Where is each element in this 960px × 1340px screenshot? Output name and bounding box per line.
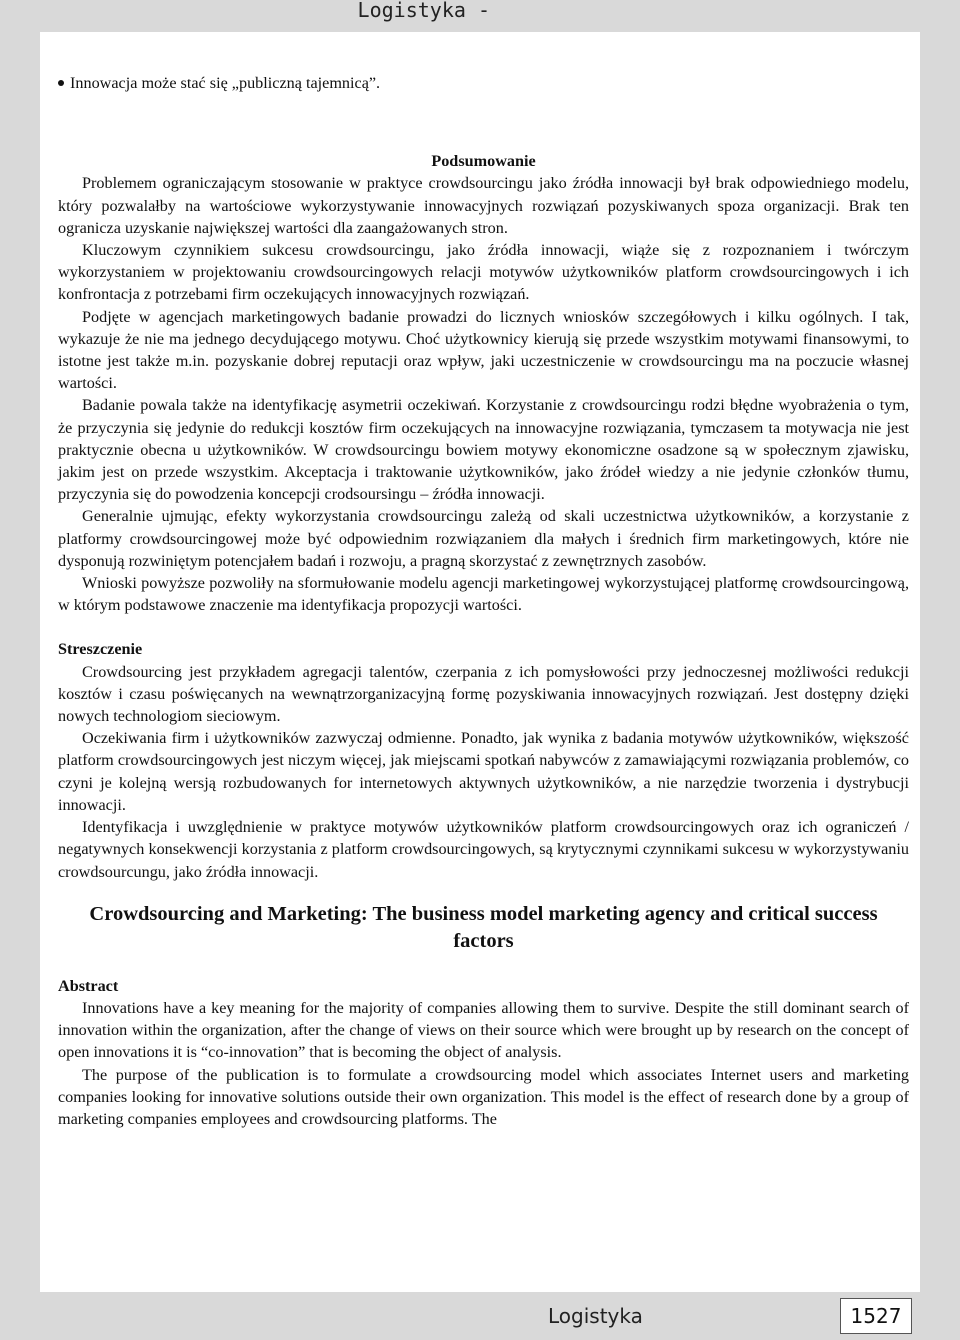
summary-paragraph: Generalnie ujmując, efekty wykorzystania crowdsourcingu zależą od skali uczestnictwa użytkowników, a korzystanie z platformy crowdsourcingowej może być odpowiednim rozwiązaniem dla małych i średnich firm marketingowych, które nie dysponują rozwiniętym potencjałem badań i rozwoju, a pragną skorzystać z zewnętrznych zasobów. bbox=[58, 507, 909, 570]
footer-journal-name: Logistyka bbox=[548, 1304, 643, 1328]
english-title: Crowdsourcing and Marketing: The business model marketing agency and critical success factors bbox=[89, 902, 878, 952]
page-number-box: 1527 bbox=[840, 1298, 912, 1334]
summary-paragraph: Wnioski powyższe pozwoliły na sformułowanie modelu agencji marketingowej wykorzystującej platformę crowdsourcingową, w którym podstawowe znaczenie ma identyfikacja propozycji wartości. bbox=[58, 574, 909, 615]
streszczenie-heading: Streszczenie bbox=[58, 640, 143, 659]
summary-paragraph: Problemem ograniczającym stosowanie w praktyce crowdsourcingu jako źródła innowacji był brak odpowiedniego modelu, który pozwalałby na wartościowe wykorzystywanie innowacyjnych rozwiązań pozyskiwanych spoza organizacji. Brak ten ogranicza uzyskanie największej wartości dla zaangażowanych stron. bbox=[58, 174, 909, 237]
bullet-text: Innowacja może stać się „publiczną tajemnicą”. bbox=[70, 74, 381, 92]
streszczenie-paragraph: Identyfikacja i uwzględnienie w praktyce motywów użytkowników platform crowdsourcingowych oraz ich ograniczeń / negatywnych konsekwencji korzystania z platform crowdsourcingowych, są krytycznymi czynnikami sukcesu w wykorzystywaniu crowdsourcungu, jako źródła innowacji. bbox=[58, 818, 909, 881]
page-content bbox=[58, 72, 909, 1130]
summary-paragraph: Podjęte w agencjach marketingowych badanie prowadzi do licznych wniosków szczegółowych i kilku ogólnych. I tak, wykazuje że nie ma jednego decydującego motywu. Choć użytkownicy kierują się przede wszystkim motywami finansowymi, to istotne jest także m.in. pozyskanie dobrej reputacji oraz wpływ, jaki uczestniczenie w crowdsourcingu ma na poczucie własnej wartości. bbox=[58, 307, 909, 393]
footer-bar bbox=[0, 1292, 960, 1340]
running-header-title: Logistyka - bbox=[357, 0, 490, 22]
abstract-heading: Abstract bbox=[58, 976, 119, 995]
streszczenie-paragraph: Crowdsourcing jest przykładem agregacji talentów, czerpania z ich pomysłowości przy jednoczesnej możliwości redukcji kosztów i czasu poświęcanych na wewnątrzorganizacyjną formę pozyskiwania innowacyjnych rozwiązań. Jest dostępny dzięki nowych technologiom sieciowym. bbox=[58, 662, 909, 726]
abstract-paragraph: Innovations have a key meaning for the majority of companies allowing them to survive. Despite the still dominant search of innovation within the organization, after the change of views on their source which were brought up by research on the concept of open innovations it is “co-innovation” that is becoming the object of analysis. bbox=[58, 998, 909, 1062]
summary-paragraph: Badanie powala także na identyfikację asymetrii oczekiwań. Korzystanie z crowdsourcingu rodzi błędne wyobrażenia o tym, że przyczynia się jedynie do redukcji kosztów firm oczekujących na innowacyjne rozwiązania, tymczasem ta motywacja nie jest praktycznie obecna u użytkowników. W crowdsourcingu bowiem motywy ekonomiczne osadzone są w społecznym zjawisku, jakim jest on przede wszystkim. Akceptacja i traktowanie użytkowników, jako źródeł wiedzy a nie jedynie członków tłumu, przyczynia się do powodzenia koncepcji crodsoursingu – źródła innowacji. bbox=[58, 396, 909, 504]
bullet-item bbox=[58, 72, 909, 94]
summary-paragraph: Kluczowym czynnikiem sukcesu crowdsourcingu, jako źródła innowacji, wiąże się z rozpoznaniem i twórczym wykorzystaniem w projektowaniu crowdsourcingowych relacji motywów użytkowników platform crowdsourcingowych i ich konfrontacja z potrzebami firm oczekujących innowacyjnych rozwiązań. bbox=[58, 241, 909, 304]
document-page bbox=[40, 32, 920, 1292]
streszczenie-paragraph: Oczekiwania firm i użytkowników zazwyczaj odmienne. Ponadto, jak wynika z badania motywów użytkowników, większość platform crowdsourcingowych jest niczym więcej, jak miejscami spotkań nabywców z zamawiającymi rozwiązania problemów, co czyni je kolejną wersją rozbudowanych for internetowych aktywnych użytkowników, a nie narzędzie tworzenia i dystrybucji innowacji. bbox=[58, 729, 909, 814]
top-header bbox=[0, 0, 960, 28]
summary-heading: Podsumowanie bbox=[431, 152, 536, 171]
abstract-paragraph: The purpose of the publication is to formulate a crowdsourcing model which associates Internet users and marketing companies looking for innovative solutions outside their own organization. This model is the effect of research done by a group of marketing companies employees and crowdsourcing platforms. The bbox=[58, 1065, 909, 1128]
section-gap bbox=[58, 616, 909, 638]
bullet-dot-icon bbox=[58, 80, 64, 86]
